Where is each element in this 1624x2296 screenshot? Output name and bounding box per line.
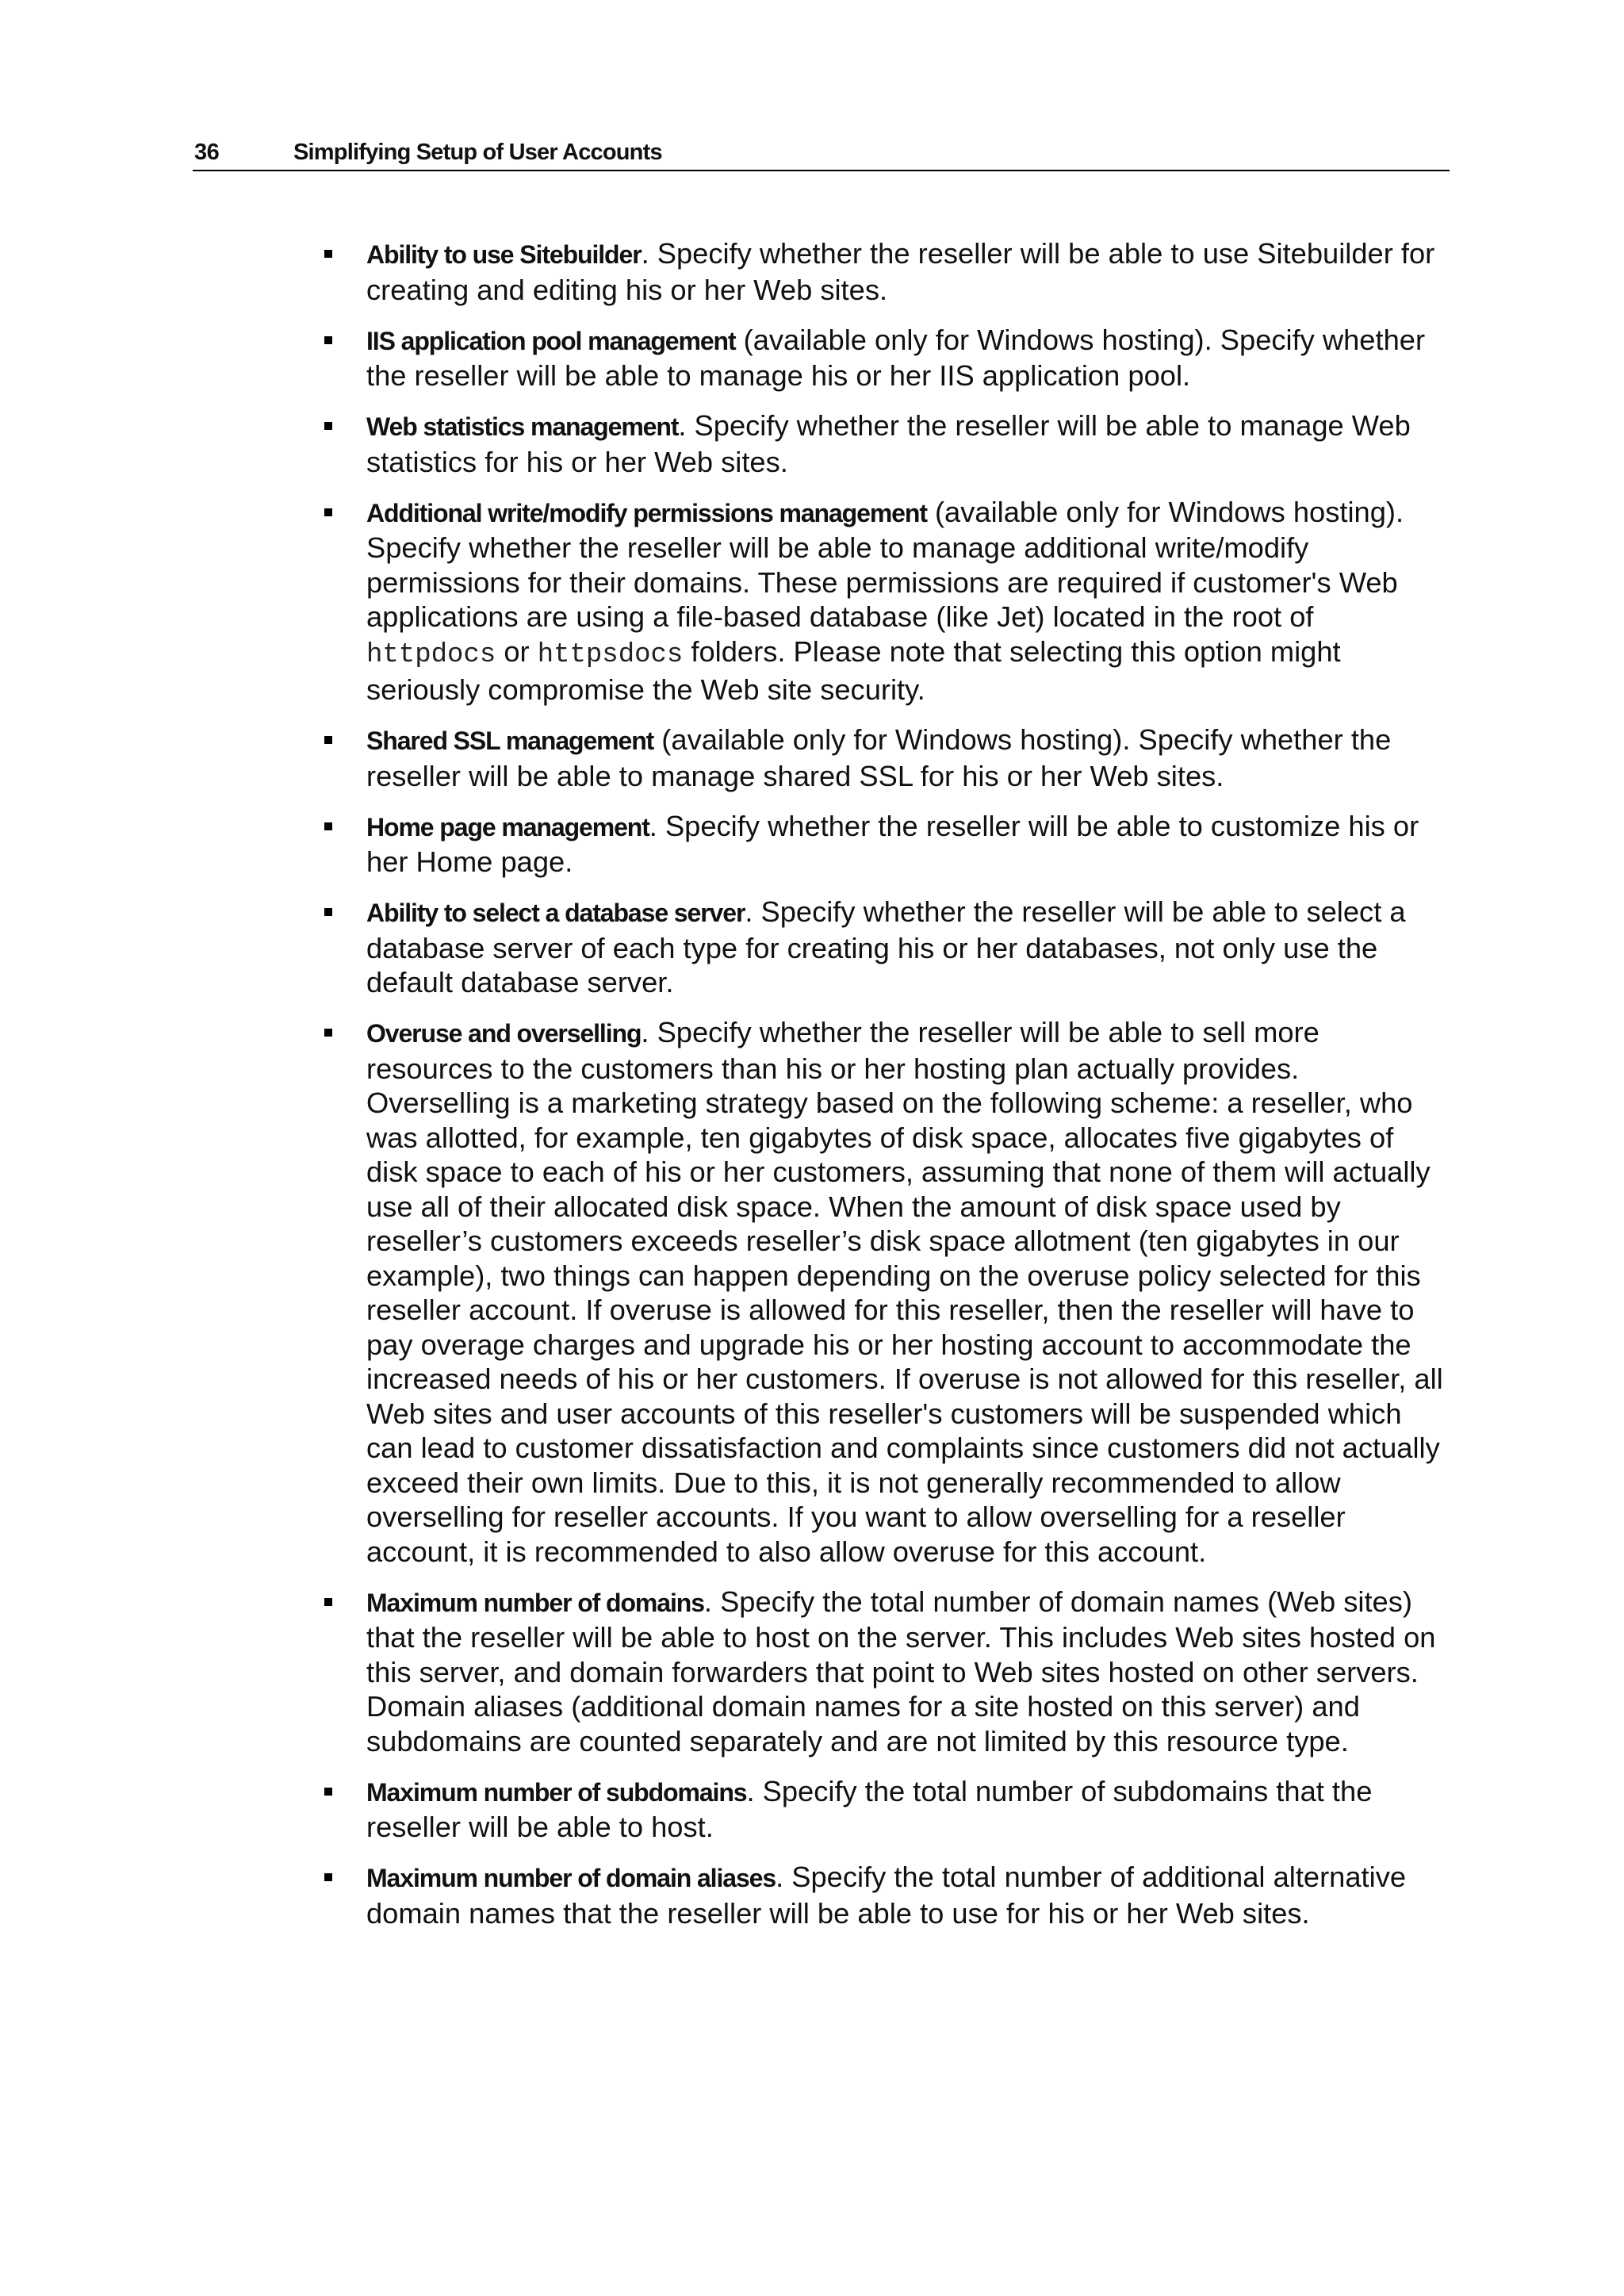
item-description: . Specify the total number of domain names (Web sites) that the reseller will be able to host on the server. This includes Web sites hosted on this server, and domain forwarders that point to Web sites hosted on other servers. Domain aliases (additional domain names for a site hosted on this server) and subdomains are counted separately and are not limited by this resource type. <box>366 1585 1436 1757</box>
page-number: 36 <box>194 140 220 165</box>
code-folder-name: httpsdocs <box>537 639 684 670</box>
item-description: . Specify whether the reseller will be able to manage Web statistics for his or her Web sites. <box>366 409 1411 478</box>
running-title: Simplifying Setup of User Accounts <box>293 140 662 165</box>
list-item <box>320 895 1450 1000</box>
bullet-icon <box>324 250 332 258</box>
bullet-icon <box>324 1598 332 1606</box>
list-item <box>320 408 1450 479</box>
bullet-icon <box>324 1029 332 1037</box>
bullet-icon <box>324 822 332 830</box>
bullet-icon <box>324 336 332 344</box>
item-description: . Specify the total number of additional alternative domain names that the reseller will be able to use for his or her Web sites. <box>366 1861 1407 1930</box>
item-description: . Specify whether the reseller will be able to select a database server of each type for creating his or her databases, not only use the default database server. <box>366 895 1406 999</box>
item-description: . Specify the total number of subdomains that the reseller will be able to host. <box>366 1774 1373 1843</box>
option-list <box>320 236 1450 1946</box>
code-folder-name: httpdocs <box>366 639 496 670</box>
item-term: Maximum number of subdomains <box>366 1777 747 1807</box>
item-description: folders. Please note that selecting this option might seriously compromise the Web site security. <box>366 634 1341 706</box>
list-item <box>320 323 1450 393</box>
item-term: Ability to select a database server <box>366 899 745 927</box>
item-term: Web statistics management <box>366 412 679 441</box>
list-item <box>320 723 1450 793</box>
list-item <box>320 1015 1450 1569</box>
item-description: . Specify whether the reseller will be able to customize his or her Home page. <box>366 809 1419 878</box>
item-term: Maximum number of domain aliases <box>366 1864 776 1892</box>
list-item <box>320 495 1450 707</box>
bullet-icon <box>324 1873 332 1881</box>
item-description: (available only for Windows hosting). Specify whether the reseller will be able to manage additional write/modify permissions for their domains. These permissions are required if customer's Web applications are using a file-based database (like Jet) located in the root of <box>366 495 1404 633</box>
list-item <box>320 1860 1450 1930</box>
bullet-icon <box>324 736 332 744</box>
item-term: IIS application pool management <box>366 326 736 355</box>
item-description: (available only for Windows hosting). Specify whether the reseller will be able to manage shared SSL for his or her Web sites. <box>366 723 1392 792</box>
running-header <box>193 136 1450 171</box>
bullet-icon <box>324 508 332 516</box>
item-description: . Specify whether the reseller will be able to use Sitebuilder for creating and editing his or her Web sites. <box>366 237 1435 306</box>
item-term: Ability to use Sitebuilder <box>366 240 642 269</box>
item-description: . Specify whether the reseller will be able to sell more resources to the customers than his or her hosting plan actually provides. Overselling is a marketing strategy based on the following scheme: a reseller, who was allotted, for example, ten gigabytes of disk space, allocates five gigabytes of disk space to each of his or her customers, assuming that none of them will actually use all of their allocated disk space. When the amount of disk space used by reseller’s customers exceeds reseller’s disk space allotment (ten gigabytes in our example), two things can happen depending on the overuse policy selected for this reseller account. If overuse is allowed for this reseller, then the reseller will have to pay overage charges and upgrade his or her hosting account to accommodate the increased needs of his or her customers. If overuse is not allowed for this reseller, all Web sites and user accounts of this reseller's customers will be suspended which can lead to customer dissatisfaction and complaints since customers did not actually exceed their own limits. Due to this, it is not generally recommended to allow overselling for reseller accounts. If you want to allow overselling for a reseller account, it is recommended to also allow overuse for this account. <box>366 1016 1443 1568</box>
bullet-icon <box>324 1788 332 1796</box>
list-item <box>320 809 1450 880</box>
item-description: (available only for Windows hosting). Specify whether the reseller will be able to manage his or her IIS application pool. <box>366 323 1426 392</box>
list-item <box>320 236 1450 307</box>
bullet-icon <box>324 908 332 916</box>
list-item <box>320 1774 1450 1845</box>
item-term: Shared SSL management <box>366 726 654 755</box>
bullet-icon <box>324 422 332 430</box>
item-term: Maximum number of domains <box>366 1588 704 1617</box>
item-term: Home page management <box>366 812 649 841</box>
item-description: or <box>496 634 538 668</box>
item-term: Overuse and overselling <box>366 1019 642 1048</box>
list-item <box>320 1585 1450 1759</box>
item-term: Additional write/modify permissions management <box>366 498 927 527</box>
